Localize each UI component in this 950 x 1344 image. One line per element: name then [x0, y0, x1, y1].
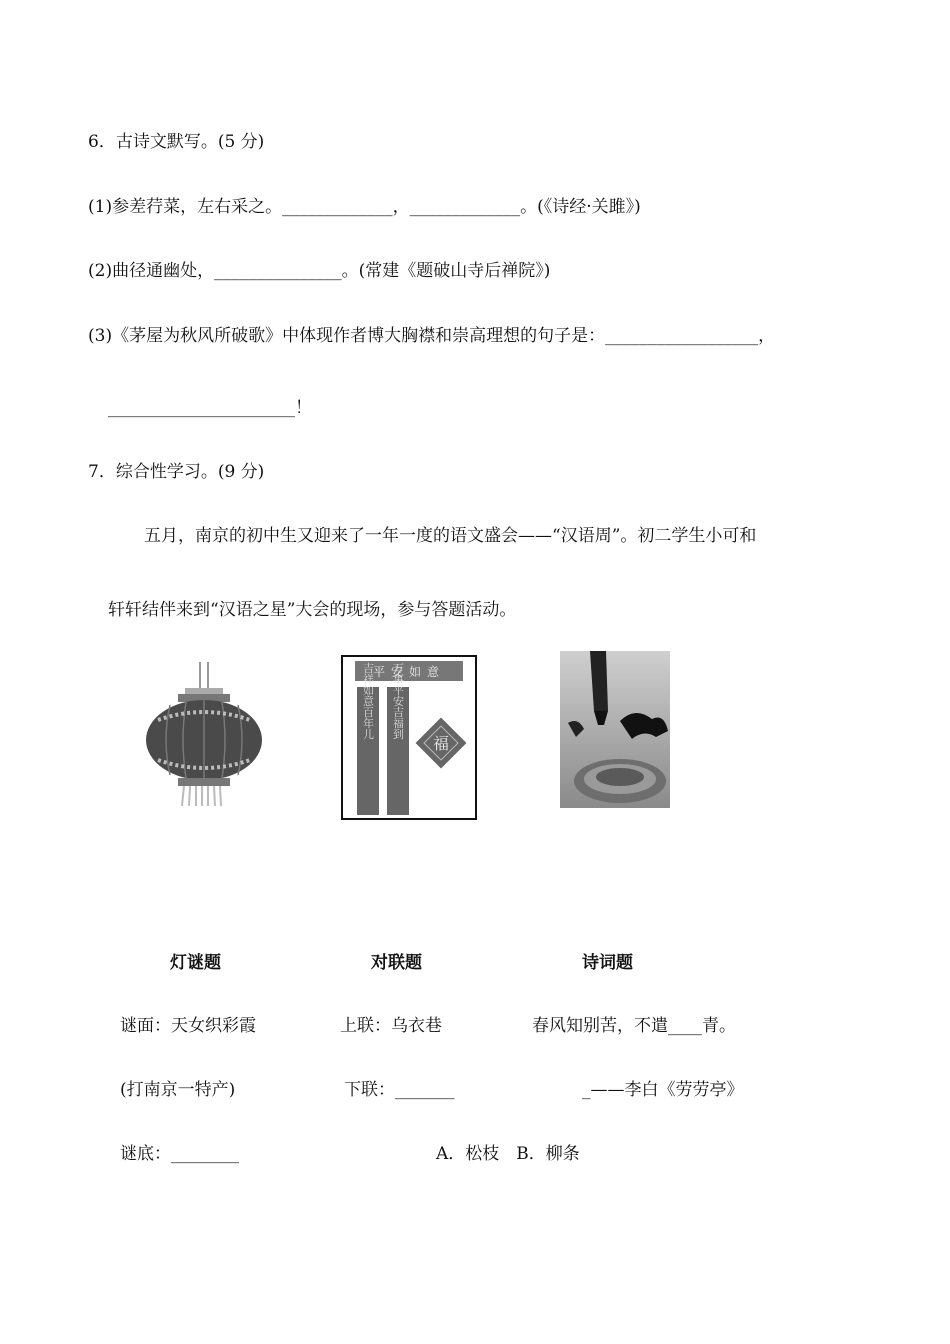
couplet-right-text: 万事平安吉福到 — [391, 662, 405, 740]
q7-paragraph-line2: 轩轩结伴来到“汉语之星”大会的现场，参与答题活动。 — [108, 600, 517, 620]
q6-item3: (3)《茅屋为秋风所破歌》中体现作者博大胸襟和崇高理想的句子是：__________________， — [88, 326, 776, 346]
riddle-face: 谜面：天女织彩霞 — [120, 1016, 256, 1036]
q7-title: 7．综合性学习。(9 分) — [88, 462, 265, 482]
fu-character: 福 — [432, 734, 450, 753]
q7-paragraph-line1: 五月，南京的初中生又迎来了一年一度的语文盛会——“汉语周”。初二学生小可和 — [144, 526, 757, 546]
q6-item2: (2)曲径通幽处，_______________。(常建《题破山寺后禅院》) — [88, 261, 551, 281]
q6-title: 6．古诗文默写。(5 分) — [88, 132, 265, 152]
calligraphy-brush-image — [560, 651, 670, 808]
q6-item1: (1)参差荇菜，左右采之。_____________，_____________。(《诗经·关雎》) — [88, 197, 641, 217]
header-poem: 诗词题 — [582, 953, 633, 973]
couplet-upper-line: 上联：乌衣巷 — [340, 1016, 442, 1036]
couplet-left-text: 吉祥如意百年儿 — [361, 662, 375, 740]
header-riddle: 灯谜题 — [170, 953, 221, 973]
riddle-hint: (打南京一特产) — [120, 1080, 236, 1100]
couplet-image — [341, 655, 477, 820]
poem-line: 春风知别苦，不遣____青。 — [532, 1016, 736, 1036]
q6-item3-continued: ______________________！ — [108, 398, 312, 418]
couplet-lower-line: 下联：_______ — [344, 1080, 455, 1100]
poem-options: A．松枝 B．柳条 — [436, 1144, 580, 1164]
header-couplet: 对联题 — [371, 953, 422, 973]
poem-source: _——李白《劳劳亭》 — [582, 1080, 744, 1100]
lantern-image — [140, 660, 270, 810]
riddle-answer: 谜底：________ — [120, 1144, 239, 1164]
couplet-horizontal-text: 平安如意 — [372, 665, 446, 679]
